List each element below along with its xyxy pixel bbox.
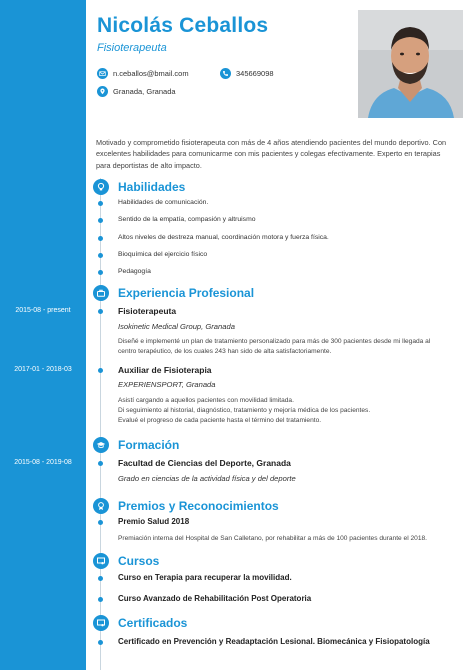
candidate-profession: Fisioterapeuta bbox=[97, 42, 167, 54]
education-school: Facultad de Ciencias del Deporte, Granada bbox=[118, 458, 291, 468]
certificate-item: Certificado en Prevención y Readaptación Lesional. Biomecánica y Fisiopatología bbox=[118, 637, 430, 646]
skill-item: Sentido de la empatía, compasión y altruismo bbox=[118, 216, 256, 223]
award-name: Premio Salud 2018 bbox=[118, 517, 190, 526]
job-employer: EXPERIENSPORT, Granada bbox=[118, 380, 216, 389]
job-bullet bbox=[98, 368, 103, 373]
skill-bullet bbox=[98, 253, 103, 258]
courses-heading: Cursos bbox=[118, 554, 160, 568]
job-description-line: centro terapéutico, de los cuales 243 han sido de alta satisfactoriamente. bbox=[118, 348, 332, 356]
job-description-line: Di seguimiento al historial, diagnóstico, tratamiento y mejoría médica de los pacientes. bbox=[118, 407, 371, 415]
awards-heading: Premios y Reconocimientos bbox=[118, 499, 279, 513]
job-dates: 2017-01 - 2018-03 bbox=[14, 366, 72, 373]
certificates-heading: Certificados bbox=[118, 616, 188, 630]
email-info bbox=[97, 68, 189, 79]
experience-heading: Experiencia Profesional bbox=[118, 286, 255, 300]
location-text: Granada, Granada bbox=[113, 87, 176, 96]
award-medal-icon bbox=[93, 498, 109, 514]
job-employer: Isokinetic Medical Group, Granada bbox=[118, 322, 235, 331]
job-bullet bbox=[98, 309, 103, 314]
job-description-line: Diseñé e implementé un plan de tratamiento personalizado para más de 300 pacientes desde mi llegada al bbox=[118, 338, 431, 345]
certificate-icon bbox=[93, 615, 109, 631]
profile-photo bbox=[358, 10, 463, 118]
course-bullet bbox=[98, 597, 103, 602]
skill-item: Pedagogía bbox=[118, 268, 151, 275]
certificate-icon bbox=[93, 553, 109, 569]
map-pin-icon bbox=[97, 86, 108, 97]
skill-item: Altos niveles de destreza manual, coordinación motora y fuerza física. bbox=[118, 234, 329, 241]
skill-bullet bbox=[98, 236, 103, 241]
job-description bbox=[118, 337, 454, 357]
skill-bullet bbox=[98, 270, 103, 275]
education-bullet bbox=[98, 461, 103, 466]
phone-icon bbox=[220, 68, 231, 79]
award-description: Premiación interna del Hospital de San Calletano, por rehabilitar a más de 100 pacientes durante el 2018. bbox=[118, 535, 427, 542]
skill-item: Habilidades de comunicación. bbox=[118, 199, 209, 206]
skill-bullet bbox=[98, 218, 103, 223]
job-description-line: Evalué el progreso de cada paciente hasta el término del tratamiento. bbox=[118, 417, 322, 425]
phone-info bbox=[220, 68, 274, 79]
education-dates: 2015-08 - 2019-08 bbox=[14, 459, 72, 466]
location-info bbox=[97, 86, 176, 97]
job-dates: 2015-08 - present bbox=[15, 307, 71, 314]
course-bullet bbox=[98, 576, 103, 581]
phone-text: 345669098 bbox=[236, 69, 274, 78]
email-text: n.ceballos@bmail.com bbox=[113, 69, 189, 78]
education-heading: Formación bbox=[118, 438, 180, 452]
course-item: Curso en Terapia para recuperar la movilidad. bbox=[118, 573, 292, 582]
job-title: Fisioterapeuta bbox=[118, 306, 177, 316]
skill-item: Bioquímica del ejercicio físico bbox=[118, 251, 208, 258]
course-item: Curso Avanzado de Rehabilitación Post Operatoria bbox=[118, 594, 312, 603]
graduation-cap-icon bbox=[93, 437, 109, 453]
job-title: Auxiliar de Fisioterapia bbox=[118, 365, 212, 375]
job-description-line: Asistí cargando a aquellos pacientes con movilidad limitada. bbox=[118, 397, 294, 404]
candidate-name: Nicolás Ceballos bbox=[97, 14, 269, 37]
skill-bullet bbox=[98, 201, 103, 206]
left-sidebar bbox=[0, 0, 86, 670]
certificate-bullet bbox=[98, 640, 103, 645]
skills-heading: Habilidades bbox=[118, 180, 186, 194]
education-degree: Grado en ciencias de la actividad física y del deporte bbox=[118, 474, 296, 483]
lightbulb-icon bbox=[93, 179, 109, 195]
profile-summary: Motivado y comprometido fisioterapeuta con más de 4 años atendiendo pacientes del mundo deportivo. Con excelentes habilidades para comunicarme con mis pacientes y colegas efectivamente. Experto en terapias para deportistas de alto impacto. bbox=[96, 138, 447, 170]
briefcase-icon bbox=[93, 285, 109, 301]
job-description bbox=[118, 396, 454, 427]
award-bullet bbox=[98, 520, 103, 525]
envelope-icon bbox=[97, 68, 108, 79]
